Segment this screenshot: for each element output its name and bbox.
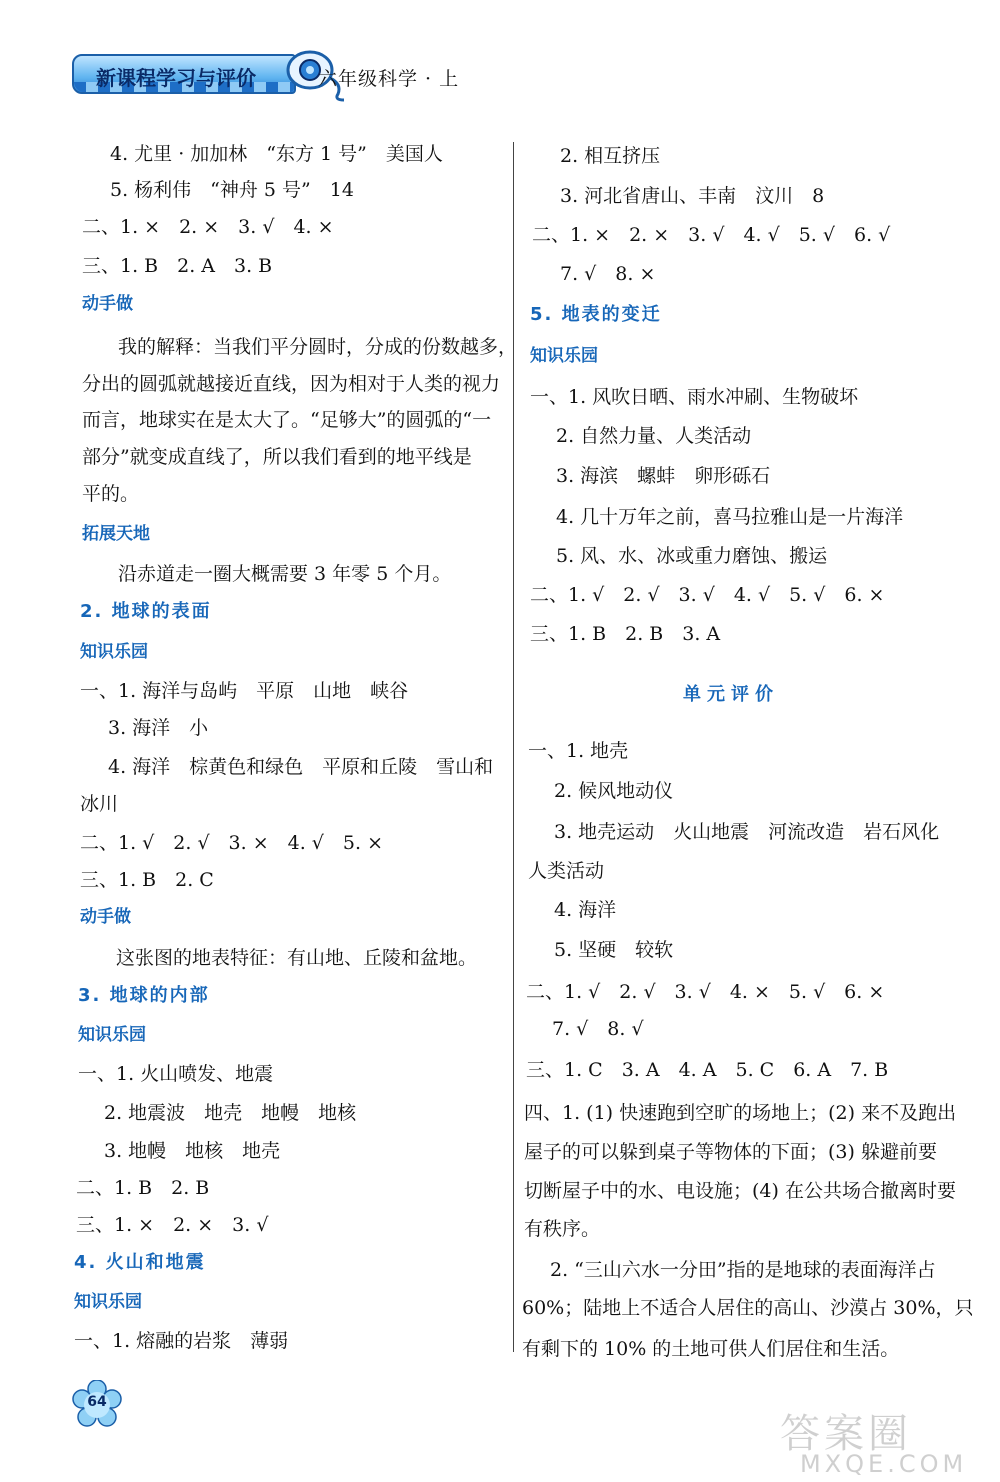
answer-line: 2. 候风地动仪 bbox=[554, 780, 674, 802]
answer-line: 二、1. × 2. × 3. √ 4. × bbox=[82, 216, 334, 238]
section-heading: 4. 火山和地震 bbox=[74, 1252, 206, 1273]
subsection-heading: 动手做 bbox=[82, 294, 133, 314]
subsection-heading: 知识乐园 bbox=[78, 1025, 146, 1045]
answer-line: 3. 地壳运动 火山地震 河流改造 岩石风化 bbox=[554, 821, 940, 843]
answer-line: 二、1. √ 2. √ 3. √ 4. √ 5. √ 6. × bbox=[530, 584, 885, 606]
answer-line: 3. 河北省唐山、丰南 汶川 8 bbox=[560, 185, 825, 207]
subsection-heading: 拓展天地 bbox=[82, 524, 150, 544]
subsection-heading: 知识乐园 bbox=[80, 642, 148, 662]
answer-line: 二、1. B 2. B bbox=[76, 1177, 210, 1199]
paragraph-line: 我的解释：当我们平分圆时，分成的份数越多， bbox=[118, 336, 518, 358]
answer-line: 三、1. B 2. A 3. B bbox=[82, 255, 273, 277]
paragraph-line: 分出的圆弧就越接近直线，因为相对于人类的视力 bbox=[82, 373, 501, 395]
paragraph-line: 切断屋子中的水、电设施；(4) 在公共场合撤离时要 bbox=[524, 1180, 956, 1202]
answer-line: 一、1. 海洋与岛屿 平原 山地 峡谷 bbox=[80, 680, 409, 702]
paragraph-line: 屋子的可以躲到桌子等物体的下面；(3) 躲避前要 bbox=[524, 1141, 937, 1163]
answer-line: 人类活动 bbox=[528, 860, 605, 882]
answer-line: 二、1. √ 2. √ 3. √ 4. × 5. √ 6. × bbox=[526, 981, 885, 1003]
page-number: 64 bbox=[87, 1394, 107, 1410]
watermark-url: MXQE.COM bbox=[800, 1450, 968, 1478]
page-header bbox=[62, 44, 522, 104]
paragraph-line: 有剩下的 10% 的土地可供人们居住和生活。 bbox=[522, 1338, 900, 1360]
answer-line: 三、1. B 2. C bbox=[80, 869, 214, 891]
paragraph-line: 2. “三山六水一分田”指的是地球的表面海洋占 bbox=[550, 1259, 936, 1281]
answer-line: 2. 地震波 地壳 地幔 地核 bbox=[104, 1102, 357, 1124]
answer-line: 3. 海滨 螺蚌 卵形砾石 bbox=[556, 465, 771, 487]
answer-line: 三、1. B 2. B 3. A bbox=[530, 623, 721, 645]
answer-line: 这张图的地表特征：有山地、丘陵和盆地。 bbox=[116, 947, 478, 969]
grade-subject-label: 六年级科学 · 上 bbox=[318, 68, 460, 90]
section-heading: 3. 地球的内部 bbox=[78, 985, 210, 1006]
subsection-heading: 动手做 bbox=[80, 907, 131, 927]
answer-line: 5. 杨利伟 “神舟 5 号” 14 bbox=[110, 179, 354, 201]
paragraph-line: 四、1. (1) 快速跑到空旷的场地上；(2) 来不及跑出 bbox=[524, 1102, 957, 1124]
section-heading: 2. 地球的表面 bbox=[80, 601, 212, 622]
answer-line: 3. 海洋 小 bbox=[108, 717, 209, 739]
answer-line: 7. √ 8. √ bbox=[552, 1018, 644, 1040]
answer-line: 5. 风、水、冰或重力磨蚀、搬运 bbox=[556, 545, 828, 567]
answer-line: 2. 相互挤压 bbox=[560, 145, 661, 167]
section-heading: 5. 地表的变迁 bbox=[530, 304, 662, 325]
page-number-badge bbox=[72, 1380, 122, 1430]
paragraph-line: 而言，地球实在是太大了。“足够大”的圆弧的“一 bbox=[82, 409, 492, 431]
series-banner bbox=[72, 54, 296, 94]
answer-line: 三、1. × 2. × 3. √ bbox=[76, 1214, 269, 1236]
answer-line: 5. 坚硬 较软 bbox=[554, 939, 674, 961]
paragraph-line: 有秩序。 bbox=[524, 1218, 601, 1240]
answer-line: 二、1. × 2. × 3. √ 4. √ 5. √ 6. √ bbox=[532, 224, 891, 246]
answer-line: 三、1. C 3. A 4. A 5. C 6. A 7. B bbox=[526, 1059, 889, 1081]
answer-line: 4. 几十万年之前，喜马拉雅山是一片海洋 bbox=[556, 506, 904, 528]
series-title: 新课程学习与评价 bbox=[96, 66, 256, 90]
paragraph-line: 部分”就变成直线了，所以我们看到的地平线是 bbox=[82, 446, 472, 468]
answer-line: 7. √ 8. × bbox=[560, 263, 656, 285]
column-divider bbox=[513, 142, 514, 1352]
answer-line: 3. 地幔 地核 地壳 bbox=[104, 1140, 281, 1162]
answer-line: 一、1. 火山喷发、地震 bbox=[78, 1063, 274, 1085]
watermark-text: 答案圈 bbox=[780, 1411, 912, 1457]
answer-line: 冰川 bbox=[80, 793, 119, 815]
paragraph-line: 60%；陆地上不适合人居住的高山、沙漠占 30%，只 bbox=[522, 1297, 974, 1319]
answer-line: 一、1. 熔融的岩浆 薄弱 bbox=[74, 1330, 289, 1352]
answer-line: 2. 自然力量、人类活动 bbox=[556, 425, 752, 447]
answer-line: 4. 海洋 棕黄色和绿色 平原和丘陵 雪山和 bbox=[108, 756, 494, 778]
paragraph-line: 平的。 bbox=[82, 483, 140, 505]
watermark bbox=[760, 1400, 990, 1480]
unit-review-heading: 单元评价 bbox=[683, 684, 779, 705]
answer-line: 4. 尤里 · 加加林 “东方 1 号” 美国人 bbox=[110, 143, 443, 165]
answer-line: 沿赤道走一圈大概需要 3 年零 5 个月。 bbox=[118, 563, 452, 585]
answer-line: 一、1. 风吹日晒、雨水冲刷、生物破坏 bbox=[530, 386, 859, 408]
subsection-heading: 知识乐园 bbox=[530, 346, 598, 366]
subsection-heading: 知识乐园 bbox=[74, 1292, 142, 1312]
answer-line: 一、1. 地壳 bbox=[528, 740, 629, 762]
answer-line: 4. 海洋 bbox=[554, 899, 617, 921]
answer-line: 二、1. √ 2. √ 3. × 4. √ 5. × bbox=[80, 832, 383, 854]
